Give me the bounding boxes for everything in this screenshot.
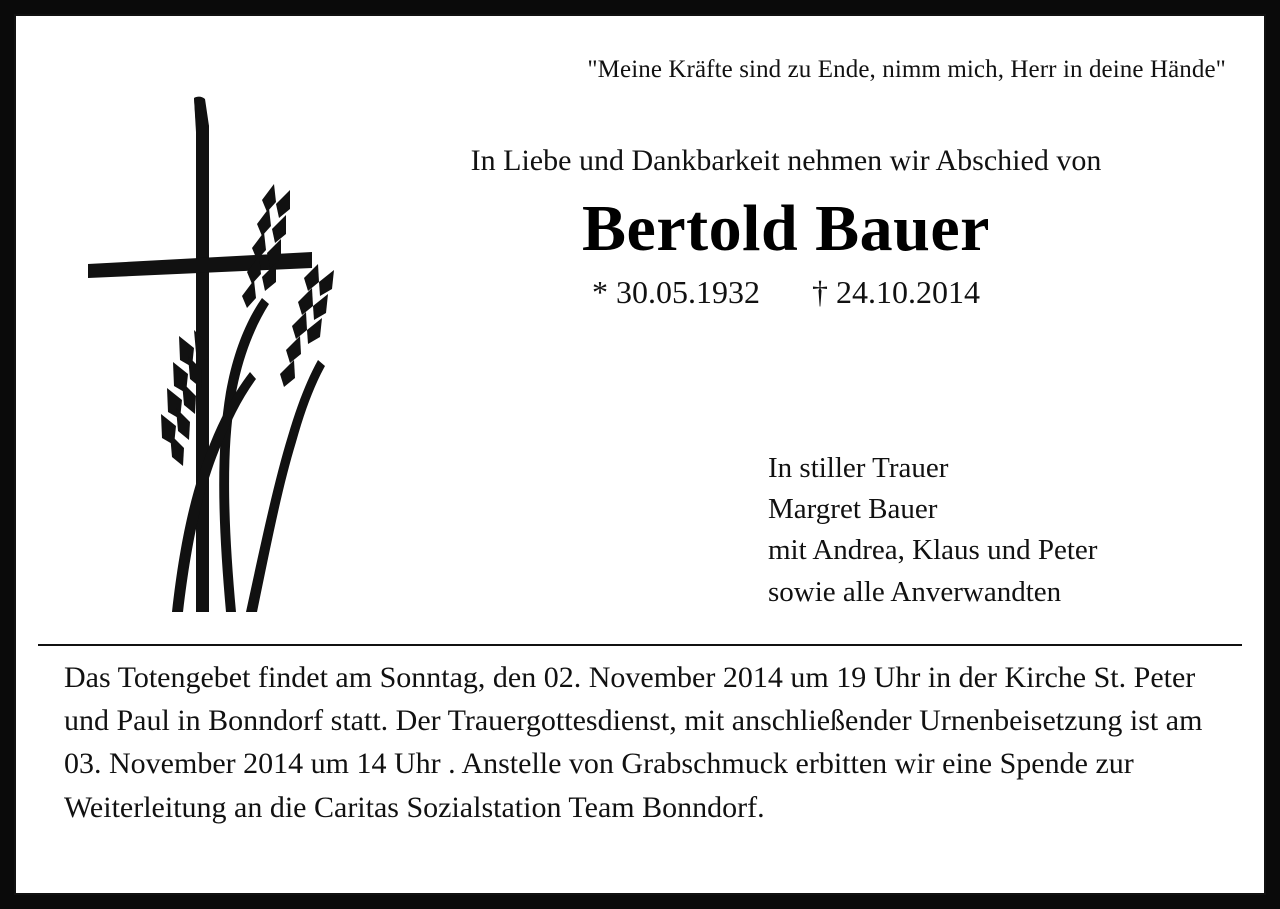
deceased-name: Bertold Bauer [582, 192, 990, 265]
lead-line: In Liebe und Dankbarkeit nehmen wir Abschied von [470, 144, 1102, 177]
death-date: † 24.10.2014 [812, 273, 980, 310]
mourners-line: In stiller Trauer [768, 452, 949, 484]
cross-with-wheat-icon [76, 92, 346, 632]
section-divider [38, 644, 1242, 646]
obituary-card [14, 14, 1266, 895]
funeral-notice: Das Totengebet findet am Sonntag, den 02. November 2014 um 19 Uhr in der Kirche St. Peter und Paul in Bonndorf statt. Der Trauergottesdienst, mit anschließender Urnenbeisetzung ist am 03. November 2014 um 14 Uhr . Anstelle von Grabschmuck erbitten wir eine Spende zur Weiterleitung an die Caritas Sozialstation Team Bonndorf. [64, 661, 1203, 824]
mourners-line: Margret Bauer [768, 493, 938, 526]
birth-date: * 30.05.1932 [592, 273, 760, 310]
mourners-line: mit Andrea, Klaus und Peter [768, 534, 1098, 567]
memorial-quote: "Meine Kräfte sind zu Ende, nimm mich, Herr in deine Hände" [587, 56, 1226, 83]
mourners-line: sowie alle Anverwandten [768, 575, 1062, 608]
life-dates [346, 274, 1226, 311]
mourners-block [768, 448, 1097, 613]
main-text-column [346, 144, 1226, 311]
